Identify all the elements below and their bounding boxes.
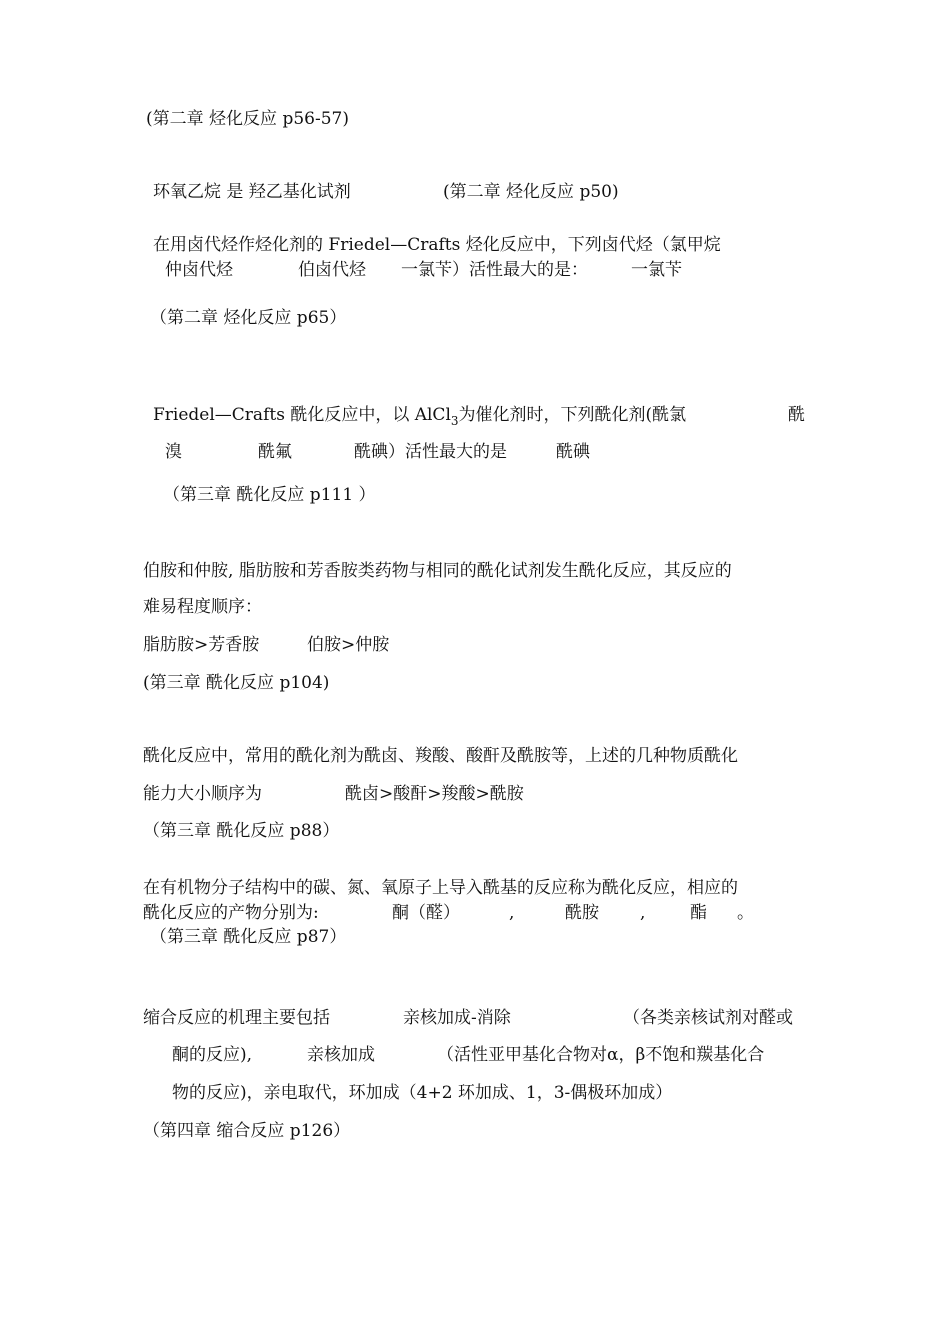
chapter-ref: (第二章 烃化反应 p56-57) [146, 109, 349, 129]
answer-text: 一氯苄 [631, 260, 682, 280]
question-text: Friedel—Crafts 酰化反应中，以 AlCl [153, 405, 451, 425]
separator-text: , [640, 903, 646, 923]
answer-text: 酮（醛） [392, 903, 460, 923]
answer-text: 脂肪胺>芳香胺 [143, 635, 260, 655]
answer-text: 伯胺>仲胺 [307, 635, 390, 655]
subscript: 3 [450, 414, 459, 428]
option-text: 伯卤代烃 [298, 260, 366, 280]
question-text: （活性亚甲基化合物对α，β不饱和羰基化合 [437, 1045, 765, 1065]
answer-text: 酯 [690, 903, 707, 923]
chapter-ref: （第三章 酰化反应 p88） [143, 821, 340, 841]
question-text: 缩合反应的机理主要包括 [143, 1008, 330, 1028]
answer-text: 酰胺 [565, 903, 599, 923]
answer-text: 亲核加成 [307, 1045, 375, 1065]
question-text: 一氯苄）活性最大的是： [401, 260, 588, 280]
question-text: 能力大小顺序为 [143, 784, 262, 804]
answer-text: 亲核加成-消除 [403, 1008, 511, 1028]
question-text: 酮的反应), [172, 1045, 253, 1065]
answer-line: 物的反应)，亲电取代，环加成（4+2 环加成、1，3-偶极环加成） [172, 1083, 673, 1103]
option-text: 酰氟 [258, 442, 292, 462]
chapter-ref: （第三章 酰化反应 p111 ） [163, 485, 376, 505]
answer-text: 酰卤>酸酐>羧酸>酰胺 [345, 784, 524, 804]
question-line: 在有机物分子结构中的碳、氮、氧原子上导入酰基的反应称为酰化反应，相应的 [143, 878, 738, 898]
question-line: 在用卤代烃作烃化剂的 Friedel—Crafts 烃化反应中，下列卤代烃（氯甲烷 [153, 235, 721, 255]
question-line: 难易程度顺序： [143, 597, 262, 617]
question-line: 酰化反应中，常用的酰化剂为酰卤、羧酸、酸酐及酰胺等，上述的几种物质酰化 [143, 746, 738, 766]
answer-text: 酰碘 [556, 442, 590, 462]
question-text: 酰碘）活性最大的是 [354, 442, 507, 462]
chapter-ref: (第三章 酰化反应 p104) [143, 673, 330, 693]
chapter-ref: (第二章 烃化反应 p50) [443, 182, 619, 202]
question-text: （各类亲核试剂对醛或 [623, 1008, 793, 1028]
option-text: 溴 [165, 442, 182, 462]
question-line [153, 405, 805, 428]
question-text: 酰化反应的产物分别为: [143, 903, 319, 923]
answer-text: 环氧乙烷 是 羟乙基化试剂 [153, 182, 351, 202]
question-line: 伯胺和仲胺, 脂肪胺和芳香胺类药物与相同的酰化试剂发生酰化反应，其反应的 [143, 561, 732, 581]
option-text: 酰 [788, 405, 805, 425]
option-text: 仲卤代烃 [165, 260, 233, 280]
separator-text: 。 [737, 903, 754, 923]
question-text: 为催化剂时，下列酰化剂(酰氯 [458, 405, 687, 425]
chapter-ref: （第三章 酰化反应 p87） [150, 927, 347, 947]
chapter-ref: （第二章 烃化反应 p65） [150, 308, 347, 328]
separator-text: , [509, 903, 515, 923]
chapter-ref: （第四章 缩合反应 p126） [143, 1121, 351, 1141]
